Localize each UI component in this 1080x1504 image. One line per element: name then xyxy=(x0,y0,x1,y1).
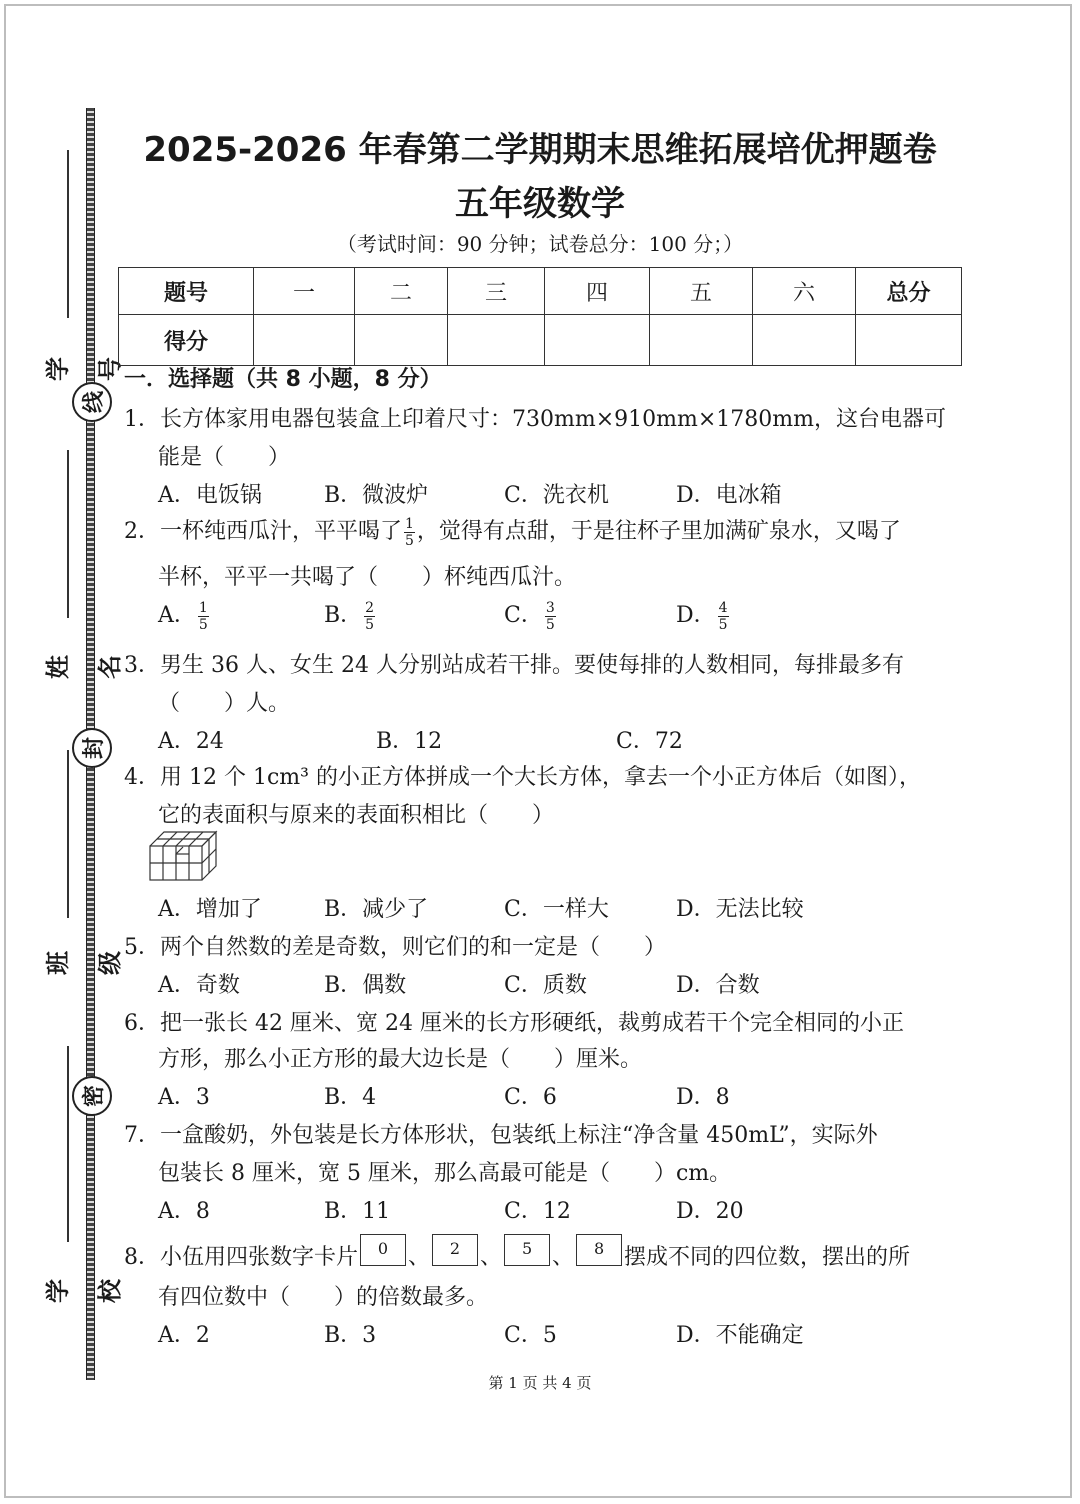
section-title: 一．选择题（共 8 小题，8 分） xyxy=(124,367,442,392)
fraction-numerator: 1 xyxy=(198,599,208,616)
question-1-text-cont: 能是（ ） xyxy=(158,445,291,470)
score-table-header-cell: 二 xyxy=(355,268,448,315)
question-8-text-cont: 有四位数中（ ）的倍数最多。 xyxy=(158,1285,489,1310)
number-card: 8 xyxy=(576,1234,622,1266)
question-4-text-cont: 它的表面积与原来的表面积相比（ ） xyxy=(158,803,555,828)
fraction-denominator: 5 xyxy=(718,616,728,633)
fraction-numerator: 2 xyxy=(365,599,375,616)
question-1-text: 1．长方体家用电器包装盒上印着尺寸：730mm×910mm×1780mm，这台电器可 xyxy=(124,407,947,432)
question-5-option[interactable]: C．质数 xyxy=(504,973,587,998)
question-1-option[interactable]: C．洗衣机 xyxy=(504,483,609,508)
fraction xyxy=(404,517,415,548)
score-table-header-cell: 三 xyxy=(448,268,545,315)
class-underline xyxy=(67,750,69,918)
question-8-text-b: 摆成不同的四位数，摆出的所 xyxy=(624,1245,911,1270)
score-cell[interactable] xyxy=(448,315,545,366)
exam-subtitle: 五年级数学 xyxy=(455,184,625,224)
question-5-option[interactable]: B．偶数 xyxy=(324,973,407,998)
number-card: 5 xyxy=(504,1234,550,1266)
question-8-text-a: 8．小伍用四张数字卡片 xyxy=(124,1245,358,1270)
question-7-option[interactable]: D．20 xyxy=(676,1199,744,1224)
question-2-text-cont: 半杯，平平一共喝了（ ）杯纯西瓜汁。 xyxy=(158,565,577,590)
student-id-label: 学号 xyxy=(44,343,124,381)
score-cell[interactable] xyxy=(650,315,753,366)
question-2-option[interactable] xyxy=(676,598,731,632)
question-5-text: 5．两个自然数的差是奇数，则它们的和一定是（ ） xyxy=(124,935,666,960)
class-label: 班级 xyxy=(44,937,124,975)
fraction-numerator: 1 xyxy=(405,515,414,532)
question-3-option[interactable]: C．72 xyxy=(616,729,683,754)
question-2-option[interactable] xyxy=(158,598,211,632)
question-4-option[interactable]: C．一样大 xyxy=(504,897,609,922)
score-cell[interactable] xyxy=(254,315,355,366)
option-letter: A． xyxy=(158,603,196,628)
question-4-text: 4．用 12 个 1cm³ 的小正方体拼成一个大长方体，拿去一个小正方体后（如图）， xyxy=(124,765,921,790)
question-2-option[interactable] xyxy=(504,598,558,632)
school-underline xyxy=(67,1046,69,1242)
option-letter: D． xyxy=(676,603,716,628)
question-2-text xyxy=(124,514,901,548)
fraction xyxy=(545,601,556,632)
score-table-header-cell: 六 xyxy=(753,268,856,315)
question-8-option[interactable]: A．2 xyxy=(158,1323,210,1348)
question-6-option[interactable]: B．4 xyxy=(324,1085,377,1110)
score-table-header-row xyxy=(119,268,962,315)
score-table-score-row xyxy=(119,315,962,366)
score-table-header-cell: 一 xyxy=(254,268,355,315)
option-letter: C． xyxy=(504,603,543,628)
question-7-option[interactable]: C．12 xyxy=(504,1199,571,1224)
score-cell[interactable] xyxy=(856,315,962,366)
score-table-header-cell: 四 xyxy=(545,268,650,315)
question-6-option[interactable]: A．3 xyxy=(158,1085,210,1110)
question-7-text: 7．一盒酸奶，外包装是长方体形状，包装纸上标注“净含量 450mL”，实际外 xyxy=(124,1123,878,1148)
question-6-option[interactable]: D．8 xyxy=(676,1085,730,1110)
score-table-header-cell: 总分 xyxy=(856,268,962,315)
card-separator: 、 xyxy=(408,1245,431,1270)
question-8-option[interactable]: B．3 xyxy=(324,1323,377,1348)
fraction xyxy=(198,601,209,632)
question-3-text-cont: （ ）人。 xyxy=(158,691,291,716)
fraction-denominator: 5 xyxy=(545,616,555,633)
page-footer: 第 1 页 共 4 页 xyxy=(488,1374,592,1392)
score-cell[interactable] xyxy=(753,315,856,366)
fraction-denominator: 5 xyxy=(365,616,375,633)
score-table xyxy=(118,267,962,366)
number-card: 2 xyxy=(432,1234,478,1266)
cuboid-figure xyxy=(148,830,218,882)
score-cell[interactable] xyxy=(355,315,448,366)
question-8-option[interactable]: D．不能确定 xyxy=(676,1323,804,1348)
question-4-option[interactable]: A．增加了 xyxy=(158,897,262,922)
name-label: 姓名 xyxy=(44,641,124,679)
score-table-header-cell: 题号 xyxy=(119,268,254,315)
question-5-option[interactable]: D．合数 xyxy=(676,973,760,998)
seal-mark-seal: 封 xyxy=(72,728,112,768)
question-4-option[interactable]: B．减少了 xyxy=(324,897,429,922)
card-separator: 、 xyxy=(480,1245,503,1270)
question-1-option[interactable]: B．微波炉 xyxy=(324,483,429,508)
question-8-option[interactable]: C．5 xyxy=(504,1323,557,1348)
question-7-option[interactable]: A．8 xyxy=(158,1199,210,1224)
number-card: 0 xyxy=(360,1234,406,1266)
question-1-option[interactable]: D．电冰箱 xyxy=(676,483,782,508)
score-table-header-cell: 五 xyxy=(650,268,753,315)
fraction xyxy=(364,601,375,632)
score-row-label: 得分 xyxy=(119,315,254,366)
question-2-option[interactable] xyxy=(324,598,377,632)
fraction-numerator: 4 xyxy=(718,599,728,616)
question-4-option[interactable]: D．无法比较 xyxy=(676,897,804,922)
question-3-option[interactable]: A．24 xyxy=(158,729,224,754)
seal-mark-secret: 密 xyxy=(72,1076,112,1116)
name-underline xyxy=(67,450,69,618)
question-1-option[interactable]: A．电饭锅 xyxy=(158,483,262,508)
question-2-text-b: ，觉得有点甜，于是往杯子里加满矿泉水，又喝了 xyxy=(416,519,901,544)
card-separator: 、 xyxy=(552,1245,575,1270)
exam-title: 2025-2026 年春第二学期期末思维拓展培优押题卷 xyxy=(143,130,937,170)
question-6-text-cont: 方形，那么小正方形的最大边长是（ ）厘米。 xyxy=(158,1047,643,1072)
question-3-option[interactable]: B．12 xyxy=(376,729,443,754)
seal-mark-line: 线 xyxy=(72,382,112,422)
school-label: 学校 xyxy=(44,1265,124,1303)
question-6-text: 6．把一张长 42 厘米、宽 24 厘米的长方形硬纸，裁剪成若干个完全相同的小正 xyxy=(124,1011,904,1036)
question-2-text-a: 2．一杯纯西瓜汁，平平喝了 xyxy=(124,519,402,544)
option-letter: B． xyxy=(324,603,363,628)
fraction-denominator: 5 xyxy=(405,532,414,549)
fraction-numerator: 3 xyxy=(545,599,555,616)
question-8-text xyxy=(124,1234,910,1271)
question-6-option[interactable]: C．6 xyxy=(504,1085,557,1110)
exam-info: （考试时间：90 分钟；试卷总分：100 分；） xyxy=(336,232,744,256)
fraction-denominator: 5 xyxy=(198,616,208,633)
question-3-text: 3．男生 36 人、女生 24 人分别站成若干排。要使每排的人数相同，每排最多有 xyxy=(124,653,904,678)
score-cell[interactable] xyxy=(545,315,650,366)
question-7-option[interactable]: B．11 xyxy=(324,1199,391,1224)
fraction xyxy=(718,601,729,632)
question-5-option[interactable]: A．奇数 xyxy=(158,973,240,998)
question-7-text-cont: 包装长 8 厘米，宽 5 厘米，那么高最可能是（ ）cm。 xyxy=(158,1161,732,1186)
